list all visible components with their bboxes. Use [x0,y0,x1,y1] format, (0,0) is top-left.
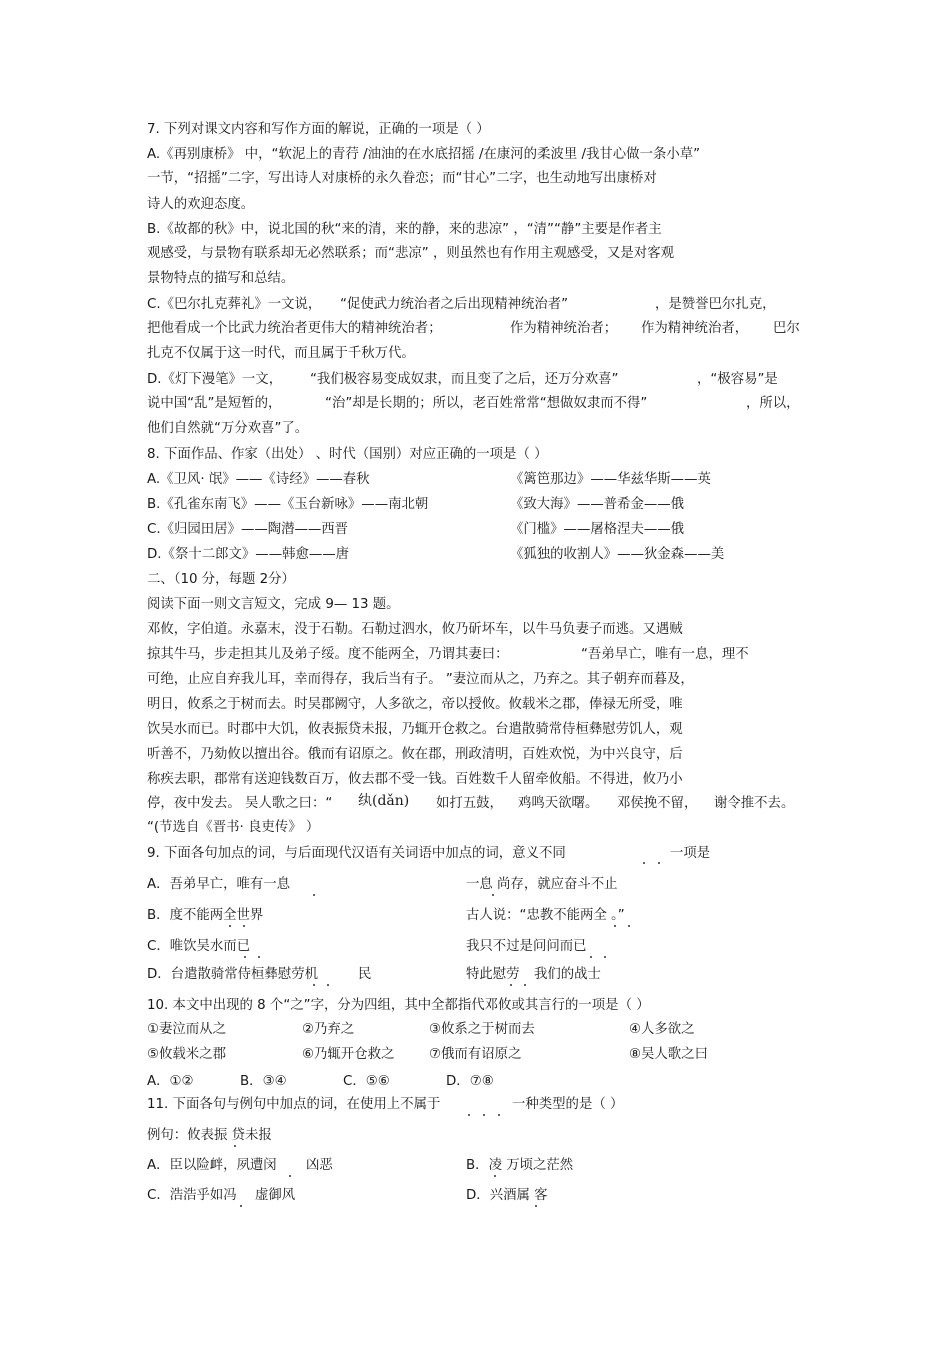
emphasis-dot [244,956,246,958]
q7-d1-part3: ，“极容易”是 [697,372,778,387]
emphasis-dot [535,1205,537,1207]
passage-l2-quote: “吾弟早亡，唯有一息，理不 [581,647,749,662]
q11-example: 例句：攸表振 贷未报 [147,1128,272,1143]
q7-c1-part1: C.《巴尔扎克葬礼》一文说， [147,297,322,312]
passage-l8-part3: 鸡鸣天欲曙。 [518,796,599,811]
q7-d1-part1: D.《灯下漫笔》一文， [147,372,283,387]
emphasis-dot [498,1114,500,1116]
q9-d-left: D．台遣散骑常侍桓彝慰劳机 [147,967,318,982]
section-intro: 阅读下面一则文言短文，完成 9— 13 题。 [147,597,400,612]
q10-item-2: ②乃弃之 [302,1022,355,1037]
q11-a-left-b: 凶恶 [306,1158,333,1173]
q11-options-row-1 [0,1157,950,1175]
q8-c-right: 《门槛》——屠格涅夫——俄 [510,522,685,537]
passage-line-4: 明日，攸系之于树而去。时吴郡阙守，人多欲之，帝以授攸。攸载米之郡，俸禄无所受，唯 [147,697,683,712]
q10-item-6: ⑥乃辄开仓救之 [302,1047,395,1062]
q8-d-left: D.《祭十二郎文》——韩愈——唐 [147,547,350,562]
q10-stem: 10. 本文中出现的 8 个“之”字，分为四组，其中全都指代邓攸或其言行的一项是（ ） [147,998,650,1013]
q9-option-d [0,966,950,984]
q11-option-b: B．凌 万顷之茫然 [466,1158,574,1173]
q9-d-right-b: 我们的战士 [534,967,601,982]
passage-line-1: 邓攸，字伯道。永嘉末，没于石勒。石勒过泗水，攸乃斫坏车，以牛马负妻子而逃。又遇贼 [147,622,683,637]
q8-b-left: B.《孔雀东南飞》——《玉台新咏》——南北朝 [147,497,429,512]
q9-stem [0,845,950,863]
emphasis-dot [643,862,645,864]
q7-option-d-line1 [0,371,950,389]
q7-d2-part3: ，所以， [746,396,800,411]
q9-stem-text: 9. 下面各句加点的词，与后面现代汉语有关词语中加点的词，意义不同 [147,846,566,861]
q10-item-7: ⑦俄而有诏原之 [429,1047,522,1062]
q10-options-row-2 [0,1046,950,1064]
q11-options-row-2 [0,1187,950,1205]
passage-l8-part5: 谢令推不去。 [714,796,795,811]
q9-c-left: C．唯饮吴水而已 [147,939,251,954]
passage-rare-character: 纨(dǎn) [358,793,410,809]
emphasis-dot [604,956,606,958]
q9-b-right: 古人说：“忠教不能两全 。” [466,908,625,923]
q9-d-left-tail: 民 [358,967,372,982]
emphasis-dot [258,956,260,958]
emphasis-dot [483,1114,485,1116]
q7-option-c-line1 [0,296,950,314]
q10-item-1: ①妻泣而从之 [147,1022,226,1037]
q10-choice-b: B．③④ [240,1074,287,1089]
q11-option-d: D．兴酒属 客 [466,1188,548,1203]
q10-choice-c: C．⑤⑥ [343,1074,390,1089]
q7-option-b-line2: 观感受，与景物有联系却无必然联系；而“悲凉” ，则虽然也有作用主观感受，又是对客观 [147,246,674,261]
q9-d-right-a: 特此慰劳 [466,967,520,982]
q8-option-d [0,546,950,564]
q10-item-4: ④人多欲之 [629,1022,695,1037]
passage-line-3: 可绝，止应自弃我儿耳，幸而得存，我后当有子。 ”妻泣而从之，乃弃之。其子朝弃而暮及， [147,672,694,687]
q9-stem-end: 一项是 [670,846,711,861]
q8-a-left: A.《卫风· 氓》——《诗经》——春秋 [147,472,370,487]
q7-option-c-line3: 扎克不仅属于这一时代，而且属于千秋万代。 [147,346,415,361]
emphasis-dot [313,984,315,986]
q8-b-right: 《致大海》——普希金——俄 [510,497,685,512]
q8-stem: 8. 下面作品、作家（出处） 、时代（国别）对应正确的一项是（ ） [147,447,548,462]
passage-line-7: 称疾去职，郡常有送迎钱数百万，攸去郡不受一钱。百姓数千人留牵攸船。不得进，攸乃小 [147,772,683,787]
q8-option-a [0,471,950,489]
q7-option-c-line2 [0,320,950,338]
emphasis-dot [327,984,329,986]
passage-line-6: 听善不，乃劾攸以擅出谷。俄而有诏原之。攸在郡，刑政清明，百姓欢悦，为中兴良守，后 [147,747,683,762]
q7-option-d-line3: 他们自然就“万分欢喜”了。 [147,421,309,436]
q11-c-left-b: 虚御风 [255,1188,296,1203]
q8-a-right: 《篱笆那边》——华兹华斯——英 [510,472,711,487]
q10-choice-d: D．⑦⑧ [446,1074,494,1089]
passage-line-2 [0,646,950,664]
emphasis-dot [524,984,526,986]
q10-item-3: ③攸系之于树而去 [429,1022,535,1037]
emphasis-dot [510,984,512,986]
emphasis-dot [492,894,494,896]
q10-choices [0,1073,950,1091]
q8-option-c [0,521,950,539]
q7-d1-quote: “我们极容易变成奴隶，而且变了之后，还万分欢喜” [310,372,619,387]
q8-option-b [0,496,950,514]
q7-c2-part4: 巴尔 [773,321,800,336]
emphasis-dot [494,1175,496,1177]
q9-option-a [0,876,950,894]
q9-option-c [0,938,950,956]
q8-c-left: C.《归园田居》——陶潜——西晋 [147,522,349,537]
passage-line-5: 饮吴水而已。时郡中大饥，攸表振贷未报，乃辄开仓救之。台遣散骑常侍桓彝慰劳饥人，观 [147,722,683,737]
q11-stem-text: 11. 下面各句与例句中加点的词，在使用上不属于 [147,1097,441,1112]
emphasis-dot [628,925,630,927]
emphasis-dot [614,925,616,927]
passage-source: “(节选自《晋书· 良吏传》 ） [147,820,320,835]
q7-c1-part3: ，是赞誉巴尔扎克， [655,297,776,312]
emphasis-dot [590,956,592,958]
emphasis-dot [234,1145,236,1147]
emphasis-dot [289,1175,291,1177]
emphasis-dot [240,1205,242,1207]
q9-a-right: 一息 尚存，就应奋斗不止 [466,877,618,892]
emphasis-dot [243,925,245,927]
q11-stem [0,1096,950,1114]
q9-b-left: B．度不能两全世界 [147,908,264,923]
passage-l8-part2: 如打五鼓， [436,796,503,811]
emphasis-dot [468,1114,470,1116]
q7-option-b-line1: B.《故都的秋》中，说北国的秋“来的清，来的静，来的悲凉” ，“清”“静”主要是作者主 [147,222,662,237]
q7-option-b-line3: 景物特点的描写和总结。 [147,271,295,286]
q7-option-a-line3: 诗人的欢迎态度。 [147,197,255,212]
q9-option-b [0,907,950,925]
passage-l8-part1: 停，夜中发去。 吴人歌之曰：“ [147,796,333,811]
q10-item-5: ⑤攸载米之郡 [147,1047,226,1062]
emphasis-dot [658,862,660,864]
section-heading: 二、（10 分，每题 2分） [147,572,295,587]
passage-l2-part1: 掠其牛马，步走担其儿及弟子绥。度不能两全，乃谓其妻曰： [147,647,509,662]
q8-d-right: 《狐独的收割人》——狄金森——美 [510,547,725,562]
q7-c2-part3: 作为精神统治者， [641,321,749,336]
q10-item-8: ⑧吴人歌之曰 [629,1047,708,1062]
q11-stem-end: 一种类型的是（ ） [512,1097,624,1112]
emphasis-dot [229,925,231,927]
q9-a-left: A．吾弟早亡，唯有一息 [147,877,291,892]
q7-option-a-line2: 一节，“招摇”二字，写出诗人对康桥的永久眷恋；而“甘心”二字，也生动地写出康桥对 [147,171,657,186]
q7-option-d-line2 [0,395,950,413]
q11-a-left-a: A．臣以险衅，夙遭闵 [147,1158,277,1173]
q10-options-row-1 [0,1021,950,1039]
passage-l8-part4: 邓侯挽不留， [617,796,698,811]
q7-option-a-line1: A.《再别康桥》 中，“软泥上的青荇 /油油的在水底招摇 /在康河的柔波里 /我甘心做一条小草” [147,147,701,162]
q10-choice-a: A．①② [147,1074,194,1089]
q7-d2-part1: 说中国“乱”是短暂的， [147,396,282,411]
q7-c2-part2: 作为精神统治者； [510,321,618,336]
q11-c-left-a: C．浩浩乎如冯 [147,1188,237,1203]
q7-c2-part1: 把他看成一个比武力统治者更伟大的精神统治者； [147,321,442,336]
passage-line-8 [0,795,950,815]
q7-c1-quote: “促使武力统治者之后出现精神统治者” [340,297,569,312]
q9-c-right: 我只不过是问问而已 [466,939,587,954]
emphasis-dot [313,894,315,896]
q7-stem: 7. 下列对课文内容和写作方面的解说，正确的一项是（ ） [147,122,490,137]
q7-d2-part2: “治”却是长期的；所以，老百姓常常“想做奴隶而不得” [325,396,648,411]
